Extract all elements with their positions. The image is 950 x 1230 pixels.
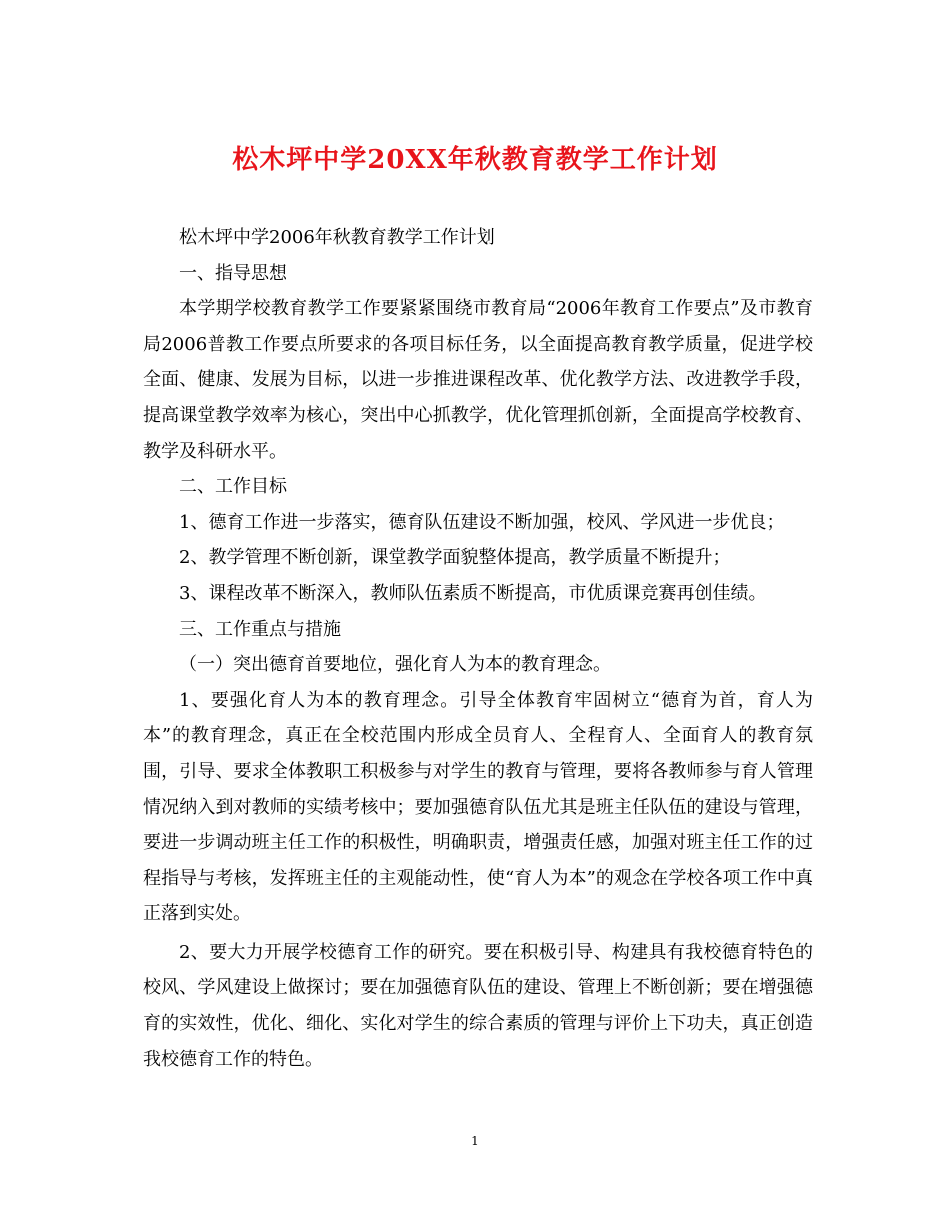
goal-item-1: 1、德育工作进一步落实，德育队伍建设不断加强，校风、学风进一步优良； (179, 511, 785, 533)
paragraph-measure-1: 1、要强化育人为本的教育理念。引导全体教育牢固树立“德育为首，育人为本”的教育理念，真正在全校范围内形成全员育人、全程育人、全面育人的教育氛围，引导、要求全体教职工积极参与对学生的教育与管理，要将各教师参与育人管理情况纳入到对教师的实绩考核中；要加强德育队伍尤其是班主任队伍的建设与管理，要进一步调动班主任工作的积极性，明确职责，增强责任感，加强对班主任工作的过程指导与考核，发挥班主任的主观能动性，使“育人为本”的观念在学校各项工作中真正落到实处。 (143, 689, 813, 925)
goal-item-2: 2、教学管理不断创新，课堂教学面貌整体提高，教学质量不断提升； (179, 547, 731, 569)
paragraph-guiding-ideology: 本学期学校教育教学工作要紧紧围绕市教育局“2006年教育工作要点”及市教育局2006普教工作要点所要求的各项目标任务，以全面提高教育教学质量，促进学校全面、健康、发展为目标，以进一步推进课程改革、优化教学方法、改进教学手段，提高课堂教学效率为核心，突出中心抓教学，优化管理抓创新，全面提高学校教育、教学及科研水平。 (143, 298, 813, 462)
goal-item-3: 3、课程改革不断深入，教师队伍素质不断提高，市优质课竞赛再创佳绩。 (179, 582, 767, 604)
heading-guiding-ideology: 一、指导思想 (179, 262, 287, 284)
heading-key-measures: 三、工作重点与措施 (179, 618, 341, 640)
document-title: 松木坪中学20XX年秋教育教学工作计划 (232, 145, 718, 175)
page-number: 1 (471, 1134, 479, 1148)
heading-work-goals: 二、工作目标 (179, 476, 287, 498)
subheading-moral-education: （一）突出德育首要地位，强化育人为本的教育理念。 (179, 654, 611, 676)
document-body (143, 220, 813, 1077)
paragraph-subtitle: 松木坪中学2006年秋教育教学工作计划 (179, 227, 495, 248)
paragraph-measure-2: 2、要大力开展学校德育工作的研究。要在积极引导、构建具有我校德育特色的校风、学风建设上做探讨；要在加强德育队伍的建设、管理上不断创新；要在增强德育的实效性，优化、细化、实化对学生的综合素质的管理与评价上下功夫，真正创造我校德育工作的特色。 (143, 941, 813, 1070)
